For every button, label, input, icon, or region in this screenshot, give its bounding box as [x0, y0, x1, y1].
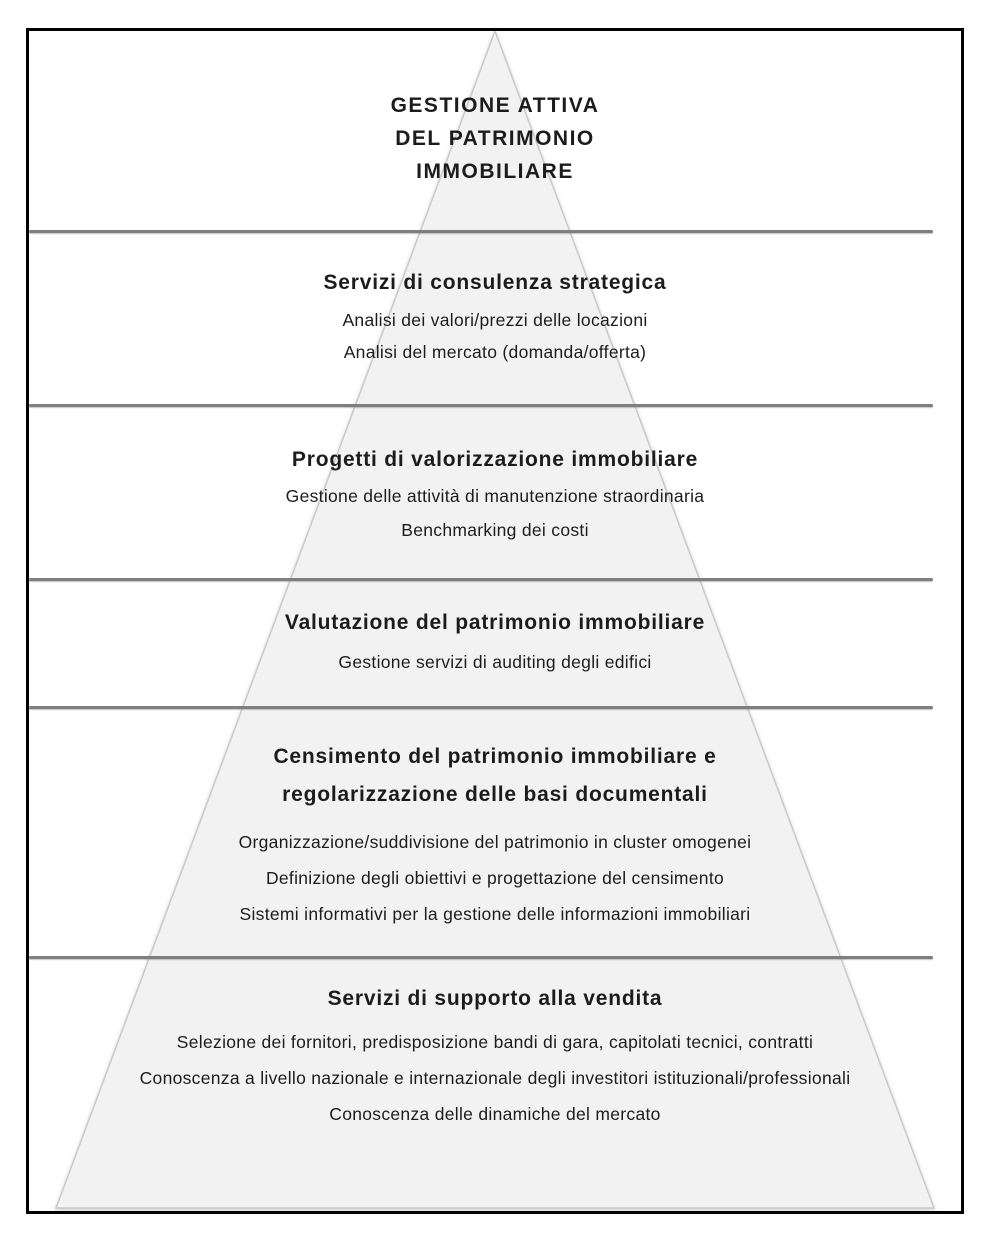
tier-item: Gestione delle attività di manutenzione straordinaria	[285, 486, 705, 506]
tier-item: Conoscenza a livello nazionale e internazionale degli investitori istituzionali/professionali	[139, 1068, 851, 1088]
tier-items	[29, 824, 961, 932]
tier-items	[29, 1024, 961, 1132]
apex-title-line: GESTIONE ATTIVA	[390, 94, 600, 117]
tier-heading	[29, 738, 961, 814]
tier-item: Selezione dei fornitori, predisposizione bandi di gara, capitolati tecnici, contratti	[176, 1032, 814, 1052]
tier-item: Conoscenza delle dinamiche del mercato	[329, 1104, 661, 1124]
tier-divider	[29, 706, 933, 709]
tier-item: Analisi dei valori/prezzi delle locazioni	[342, 310, 648, 330]
tier-divider	[29, 578, 933, 581]
tier-heading: Servizi di supporto alla vendita	[327, 987, 663, 1010]
tier-heading: Servizi di consulenza strategica	[323, 271, 667, 294]
apex-title-line: DEL PATRIMONIO	[395, 127, 595, 150]
tier-item: Organizzazione/suddivisione del patrimonio in cluster omogenei	[238, 832, 752, 852]
tier-item: Benchmarking dei costi	[401, 520, 589, 540]
tier-item: Gestione servizi di auditing degli edifici	[338, 652, 652, 672]
tier-divider	[29, 956, 933, 959]
tier-divider	[29, 404, 933, 407]
tier-item: Analisi del mercato (domanda/offerta)	[343, 342, 647, 362]
tier-items	[29, 645, 961, 679]
tier-heading-line: Censimento del patrimonio immobiliare e	[273, 745, 717, 768]
tier-heading: Valutazione del patrimonio immobiliare	[284, 611, 706, 634]
tier-items	[29, 304, 961, 368]
tier-items	[29, 479, 961, 547]
tier-heading: Progetti di valorizzazione immobiliare	[291, 448, 699, 471]
tier-item: Sistemi informativi per la gestione delle informazioni immobiliari	[239, 904, 751, 924]
tier-heading-line: regolarizzazione delle basi documentali	[282, 783, 708, 806]
tier-item: Definizione degli obiettivi e progettazione del censimento	[265, 868, 725, 888]
tier-divider	[29, 230, 933, 233]
apex-title-line: IMMOBILIARE	[416, 160, 574, 183]
pyramid-apex-title	[29, 89, 961, 188]
